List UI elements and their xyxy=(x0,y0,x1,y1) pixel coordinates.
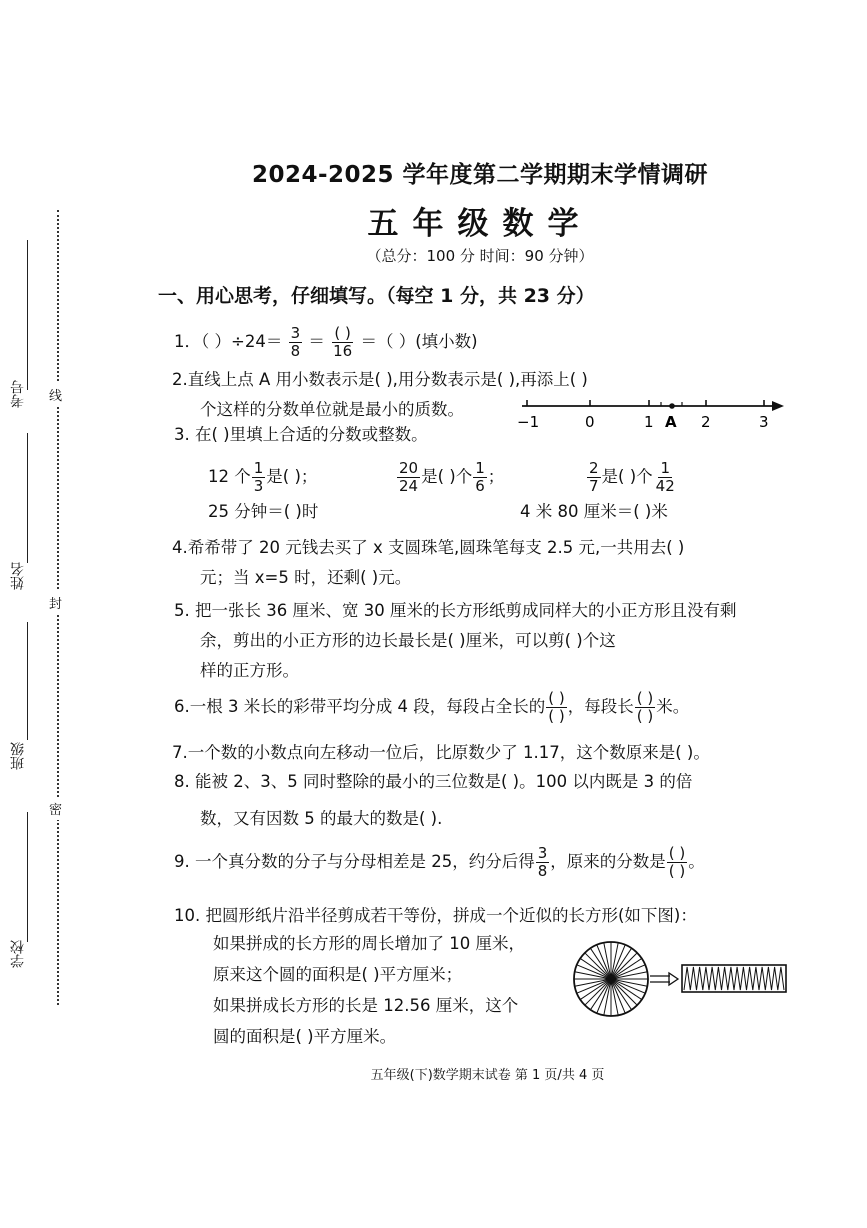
q3a-prefix: 12 个 xyxy=(208,467,251,486)
q3b-end: ； xyxy=(487,467,505,486)
q6-prefix: 6.一根 3 米长的彩带平均分成 4 段，每段占全长的 xyxy=(174,697,546,716)
rectangle-zigzag xyxy=(684,967,784,990)
question-8-line1: 8. 能被 2、3、5 同时整除的最小的三位数是( )。100 以内既是 3 的倍 xyxy=(174,772,693,791)
q6-mid: ，每段长 xyxy=(567,697,634,716)
question-3-part-a xyxy=(208,460,317,495)
circle-spokes xyxy=(574,942,648,1016)
number-line-arrow xyxy=(772,401,784,411)
exam-meta: （总分：100 分 时间：90 分钟） xyxy=(366,247,594,265)
seal-char-feng: 封 xyxy=(49,591,62,614)
question-2-line2: 个这样的分数单位就是最小的质数。 xyxy=(200,400,464,419)
exam-title: 2024-2025 学年度第二学期期末学情调研 xyxy=(251,162,709,188)
question-4-line2: 元；当 x=5 时，还剩( )元。 xyxy=(200,568,412,587)
question-3-part-e: 4 米 80 厘米＝( )米 xyxy=(520,502,668,521)
section-heading: 一、用心思考，仔细填写。（每空 1 分，共 23 分） xyxy=(158,285,595,307)
circle-to-rectangle-figure xyxy=(570,938,796,1022)
question-5-line1: 5. 把一张长 36 厘米、宽 30 厘米的长方形纸剪成同样大的小正方形且没有剩 xyxy=(174,601,737,620)
q3b2-den: 6 xyxy=(475,477,485,495)
q6-fraction-blank-1 xyxy=(546,690,566,725)
label-neg1: −1 xyxy=(517,413,540,431)
q1-frac1-num: 3 xyxy=(290,324,301,342)
q1-equals: ＝ xyxy=(308,332,325,351)
q9-fraction-3-8 xyxy=(536,845,550,880)
q3b2-num: 1 xyxy=(475,459,485,477)
question-3-line1: 3. 在( )里填上合适的分数或整数。 xyxy=(174,425,428,444)
question-10-line1: 10. 把圆形纸片沿半径剪成若干等份，拼成一个近似的长方形(如下图)： xyxy=(174,906,697,925)
seal-char-mi: 密 xyxy=(49,797,62,820)
q3c-den: 7 xyxy=(589,477,599,495)
question-9 xyxy=(174,845,705,880)
page-footer: 五年级(下)数学期末试卷 第 1 页/共 4 页 xyxy=(370,1068,605,1083)
class-line xyxy=(27,622,28,740)
question-1 xyxy=(174,325,478,360)
question-7: 7.一个数的小数点向左移动一位后，比原数少了 1.17，这个数原来是( )。 xyxy=(172,743,710,762)
q9-mid: ，原来的分数是 xyxy=(550,852,666,871)
label-A: A xyxy=(665,413,677,431)
q9-blank-den: ( ) xyxy=(668,862,686,880)
q9-suffix: 。 xyxy=(688,852,705,871)
class-label: 班级 xyxy=(10,742,26,770)
school-line xyxy=(27,812,28,942)
question-10-line5: 圆的面积是( )平方厘米。 xyxy=(213,1027,397,1046)
q1-frac2-num: ( ) xyxy=(334,324,351,342)
q3c-num: 2 xyxy=(589,459,599,477)
q6-f1-den: ( ) xyxy=(548,707,565,725)
name-label: 姓名 xyxy=(10,562,26,590)
q3b-fraction xyxy=(397,460,420,495)
q3b-num: 20 xyxy=(399,459,419,477)
q3a-den: 3 xyxy=(253,477,264,495)
question-10-line4: 如果拼成长方形的长是 12.56 厘米，这个 xyxy=(213,996,519,1015)
question-2-line1: 2.直线上点 A 用小数表示是( ),用分数表示是( ),再添上( ) xyxy=(172,370,588,389)
number-line-figure xyxy=(514,392,790,434)
q3a-suffix: 是( )； xyxy=(266,467,318,486)
subject-title: 五年级数学 xyxy=(367,206,593,242)
question-3-part-b xyxy=(396,460,504,495)
q9-fraction-blank xyxy=(667,845,687,880)
q3b-mid: 是( )个 xyxy=(421,467,473,486)
seal-char-line: 线 xyxy=(49,383,62,406)
question-5-line3: 样的正方形。 xyxy=(200,661,299,680)
q9-f-den: 8 xyxy=(537,862,548,880)
q6-suffix: 米。 xyxy=(656,697,690,716)
q3c-mid: 是( )个 xyxy=(601,467,653,486)
question-5-line2: 余，剪出的小正方形的边长最长是( )厘米，可以剪( )个这 xyxy=(200,631,616,650)
q1-prefix: 1．（ ）÷24＝ xyxy=(174,332,283,351)
question-3-part-c xyxy=(586,460,678,495)
q1-suffix: ＝（ ）(填小数) xyxy=(360,332,478,351)
label-0: 0 xyxy=(585,413,595,431)
q3c-fraction xyxy=(587,460,601,495)
question-4-line1: 4.希希带了 20 元钱去买了 x 支圆珠笔,圆珠笔每支 2.5 元,一共用去( ) xyxy=(172,538,685,557)
q3b-den: 24 xyxy=(399,477,419,495)
q9-f-num: 3 xyxy=(537,844,548,862)
name-line xyxy=(27,433,28,563)
question-10-line2: 如果拼成的长方形的周长增加了 10 厘米， xyxy=(213,934,525,953)
question-3-part-d: 25 分钟＝( )时 xyxy=(208,502,319,521)
label-1: 1 xyxy=(644,413,654,431)
q3c-fraction2 xyxy=(654,460,677,495)
q1-frac1-den: 8 xyxy=(290,342,301,360)
q3a-fraction xyxy=(252,460,266,495)
q6-fraction-blank-2 xyxy=(635,690,655,725)
q3c2-den: 42 xyxy=(655,477,675,495)
q9-blank-num: ( ) xyxy=(668,844,686,862)
question-6 xyxy=(174,690,689,725)
q1-frac2-den: 16 xyxy=(333,342,353,360)
point-A xyxy=(669,403,675,409)
q6-f2-den: ( ) xyxy=(636,707,654,725)
arrow-head xyxy=(669,973,678,985)
q6-f1-num: ( ) xyxy=(548,689,565,707)
q6-f2-num: ( ) xyxy=(636,689,654,707)
q9-prefix: 9. 一个真分数的分子与分母相差是 25，约分后得 xyxy=(174,852,535,871)
exam-number-label: 考号 xyxy=(10,380,26,408)
question-8-line2: 数，又有因数 5 的最大的数是( ). xyxy=(200,809,443,828)
q1-fraction-3-8 xyxy=(289,325,303,360)
label-2: 2 xyxy=(701,413,711,431)
school-label: 学校 xyxy=(10,940,26,968)
label-3: 3 xyxy=(759,413,769,431)
q3b-fraction2 xyxy=(473,460,487,495)
q3c2-num: 1 xyxy=(660,459,670,477)
q1-fraction-blank-16 xyxy=(331,325,354,360)
question-10-line3: 原来这个圆的面积是( )平方厘米； xyxy=(213,965,463,984)
q3a-num: 1 xyxy=(253,459,264,477)
